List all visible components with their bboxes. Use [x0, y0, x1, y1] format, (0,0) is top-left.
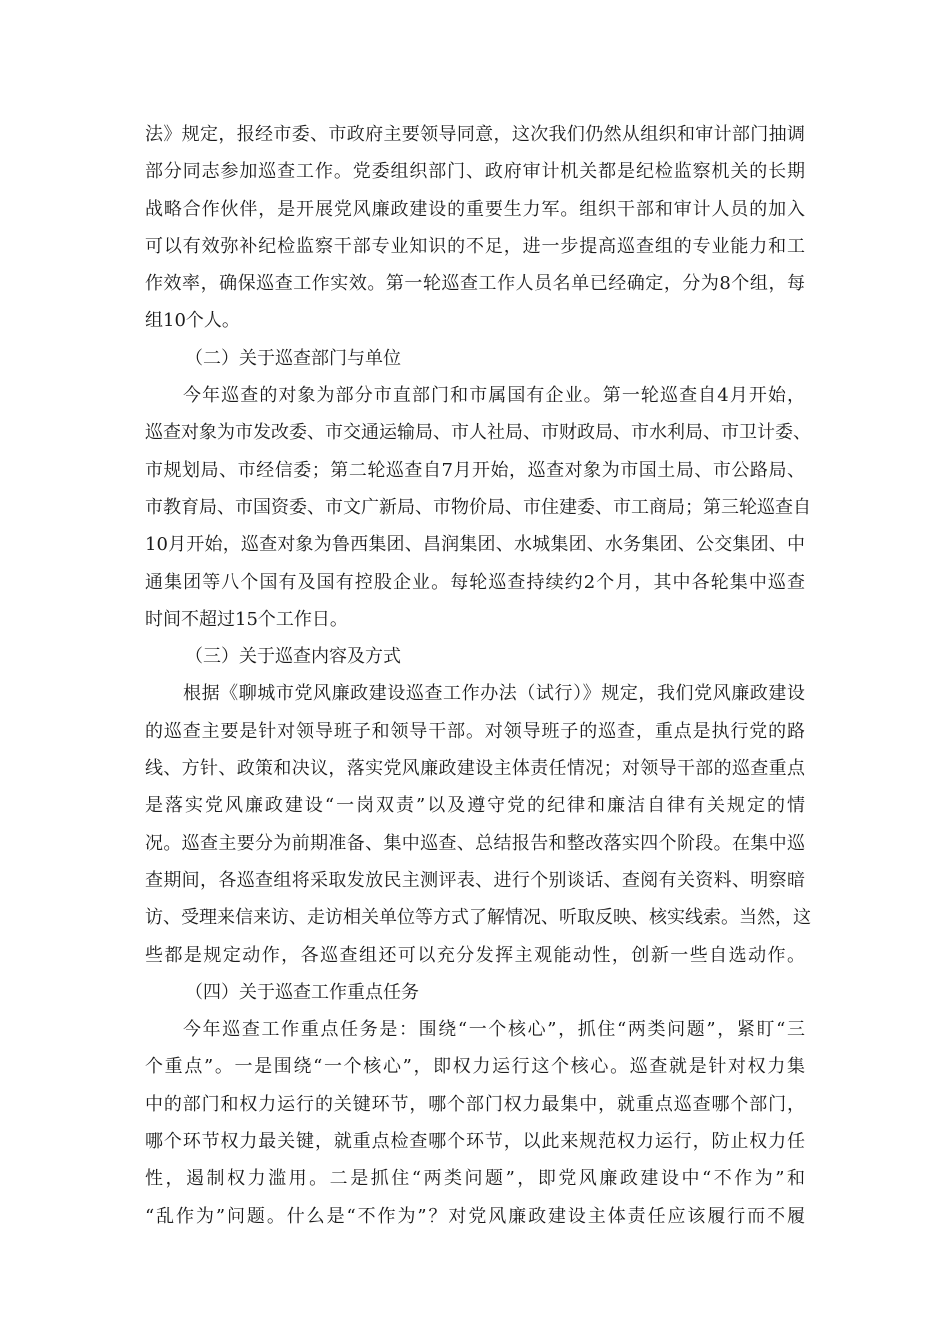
text-line: 市规划局、市经信委；第二轮巡查自7月开始，巡查对象为市国土局、市公路局、: [145, 459, 805, 481]
text-line: “乱作为”问题。什么是“不作为”？对党风廉政建设主体责任应该履行而不履: [145, 1205, 805, 1227]
text-line: 战略合作伙伴，是开展党风廉政建设的重要生力军。组织干部和审计人员的加入: [145, 198, 805, 220]
text-line: 访、受理来信来访、走访相关单位等方式了解情况、听取反映、核实线索。当然，这: [145, 907, 811, 929]
text-line: 法》规定，报经市委、市政府主要领导同意，这次我们仍然从组织和审计部门抽调: [145, 124, 805, 145]
text-line: 根据《聊城市党风廉政建设巡查工作办法（试行）》规定，我们党风廉政建设: [183, 683, 805, 705]
text-line: 通集团等八个国有及国有控股企业。每轮巡查持续约2个月，其中各轮集中巡查: [145, 571, 805, 593]
text-line: 部分同志参加巡查工作。党委组织部门、政府审计机关都是纪检监察机关的长期: [145, 161, 805, 183]
text-line: 作效率，确保巡查工作实效。第一轮巡查工作人员名单已经确定，分为8个组，每: [145, 273, 805, 295]
text-line: 性，遏制权力滥用。二是抓住“两类问题”，即党风廉政建设中“不作为”和: [145, 1168, 805, 1190]
section-heading: （二）关于巡查部门与单位: [185, 347, 401, 369]
text-line: 今年巡查工作重点任务是：围绕“一个核心”，抓住“两类问题”，紧盯“三: [183, 1019, 805, 1041]
text-line: 况。巡查主要分为前期准备、集中巡查、总结报告和整改落实四个阶段。在集中巡: [145, 832, 805, 854]
text-line: 哪个环节权力最关键，就重点检查哪个环节，以此来规范权力运行，防止权力任: [145, 1131, 805, 1153]
text-line: 是落实党风廉政建设“一岗双责”以及遵守党的纪律和廉洁自律有关规定的情: [145, 795, 805, 817]
section-heading: （四）关于巡查工作重点任务: [185, 981, 419, 1003]
text-line: 可以有效弥补纪检监察干部专业知识的不足，进一步提高巡查组的专业能力和工: [145, 235, 805, 257]
text-line: 线、方针、政策和决议，落实党风廉政建设主体责任情况；对领导干部的巡查重点: [145, 758, 805, 780]
text-line: 今年巡查的对象为部分市直部门和市属国有企业。第一轮巡查自4月开始，: [183, 385, 805, 407]
text-line: 组10个人。: [145, 310, 240, 332]
document-body: [145, 116, 811, 1235]
text-line: 中的部门和权力运行的关键环节，哪个部门权力最集中，就重点巡查哪个部门，: [145, 1093, 805, 1115]
text-line: 巡查对象为市发改委、市交通运输局、市人社局、市财政局、市水利局、市卫计委、: [145, 422, 811, 444]
section-heading: （三）关于巡查内容及方式: [185, 646, 401, 668]
text-line: 查期间，各巡查组将采取发放民主测评表、进行个别谈话、查阅有关资料、明察暗: [145, 869, 805, 891]
text-line: 些都是规定动作，各巡查组还可以充分发挥主观能动性，创新一些自选动作。: [145, 944, 805, 966]
text-line: 的巡查主要是针对领导班子和领导干部。对领导班子的巡查，重点是执行党的路: [145, 720, 805, 742]
text-line: 个重点”。一是围绕“一个核心”，即权力运行这个核心。巡查就是针对权力集: [145, 1056, 805, 1078]
text-line: 时间不超过15个工作日。: [145, 608, 348, 630]
text-line: 市教育局、市国资委、市文广新局、市物价局、市住建委、市工商局；第三轮巡查自: [145, 496, 811, 518]
text-line: 10月开始，巡查对象为鲁西集团、昌润集团、水城集团、水务集团、公交集团、中: [145, 534, 805, 556]
